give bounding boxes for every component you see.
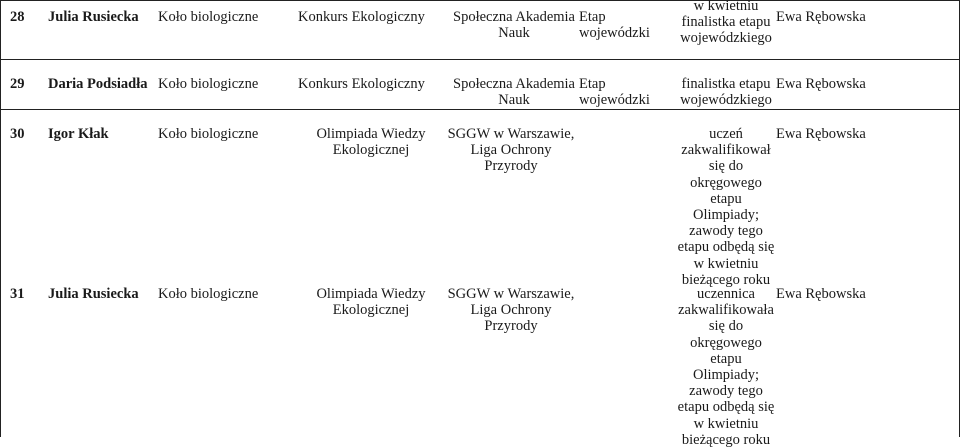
cell-line: SGGW w Warszawie,: [447, 126, 575, 142]
cell-line: finalistka etapu: [681, 14, 771, 31]
cell-organizer: [440, 126, 582, 175]
cell-line: Etap: [579, 9, 606, 25]
cell-line: etapu odbędą się: [677, 399, 775, 416]
cell-line: w kwietniu: [693, 415, 759, 432]
cell-line: w kwietniu: [693, 0, 759, 14]
cell-organizer: [449, 76, 579, 108]
cell-line: Społeczna Akademia: [453, 76, 575, 92]
cell-stage: [579, 9, 651, 41]
cell-nr: [10, 126, 40, 142]
cell-line: okręgowego: [690, 174, 762, 191]
cell-line: się do: [708, 158, 744, 175]
cell-line: Ekologicznej: [332, 302, 410, 319]
cell-nr: [10, 76, 40, 92]
cell-group: [158, 286, 286, 302]
cell-line: Daria Podsiadła: [48, 76, 148, 92]
cell-nr: [10, 286, 40, 302]
cell-competition: [298, 9, 428, 25]
cell-line: Olimpiada Wiedzy: [316, 126, 426, 142]
cell-result: [671, 126, 781, 288]
cell-line: zawody tego: [689, 223, 763, 240]
cell-line: Koło biologiczne: [158, 9, 259, 25]
cell-line: Ekologicznej: [332, 142, 410, 159]
cell-name: [48, 126, 166, 142]
cell-line: zakwalifikowała: [678, 302, 774, 319]
cell-line: 31: [10, 286, 25, 302]
cell-line: Ewa Rębowska: [776, 126, 866, 142]
cell-line: Koło biologiczne: [158, 286, 259, 302]
cell-name: [48, 9, 166, 25]
cell-line: Ewa Rębowska: [776, 9, 866, 25]
cell-nr: [10, 9, 40, 25]
cell-line: Przyrody: [484, 158, 538, 175]
cell-line: Etap: [579, 76, 606, 92]
cell-line: Ewa Rębowska: [776, 286, 866, 302]
cell-line: Olimpiada Wiedzy: [316, 286, 426, 302]
cell-line: Liga Ochrony: [470, 142, 552, 159]
cell-name: [48, 76, 166, 92]
cell-line: 28: [10, 9, 25, 25]
cell-result: [671, 76, 781, 108]
cell-organizer: [440, 286, 582, 335]
cell-stage: [579, 76, 651, 108]
cell-line: uczeń: [709, 126, 743, 142]
cell-competition: [298, 76, 428, 92]
cell-line: uczennica: [697, 286, 755, 302]
cell-name: [48, 286, 166, 302]
cell-line: Konkurs Ekologiczny: [298, 76, 425, 92]
cell-line: Igor Kłak: [48, 126, 109, 142]
cell-teacher: [776, 286, 896, 302]
cell-teacher: [776, 9, 896, 25]
cell-line: Społeczna Akademia: [453, 9, 575, 25]
cell-organizer: [449, 9, 579, 41]
cell-line: okręgowego: [690, 334, 762, 351]
cell-line: zakwalifikował: [681, 142, 771, 159]
cell-line: finalistka etapu: [681, 76, 771, 92]
cell-teacher: [776, 76, 896, 92]
cell-line: Koło biologiczne: [158, 126, 259, 142]
cell-line: etapu odbędą się: [677, 239, 775, 256]
cell-line: SGGW w Warszawie,: [447, 286, 575, 302]
cell-line: 29: [10, 76, 25, 92]
cell-line: 30: [10, 126, 25, 142]
cell-result: [671, 0, 781, 47]
cell-line: Ewa Rębowska: [776, 76, 866, 92]
cell-group: [158, 76, 286, 92]
cell-result: [671, 286, 781, 448]
cell-line: etapu: [710, 350, 742, 367]
cell-line: Nauk: [498, 92, 530, 109]
cell-line: Przyrody: [484, 318, 538, 335]
cell-line: zawody tego: [689, 383, 763, 400]
cell-teacher: [776, 126, 896, 142]
cell-line: Olimpiady;: [692, 367, 760, 384]
cell-competition: [296, 286, 446, 318]
cell-line: etapu: [710, 190, 742, 207]
cell-line: się do: [708, 318, 744, 335]
cell-group: [158, 126, 286, 142]
cell-line: Koło biologiczne: [158, 76, 259, 92]
cell-line: Konkurs Ekologiczny: [298, 9, 425, 25]
cell-line: Julia Rusiecka: [48, 9, 139, 25]
cell-competition: [296, 126, 446, 158]
cell-line: Olimpiady;: [692, 207, 760, 224]
cell-line: wojewódzki: [579, 92, 650, 109]
cell-line: Julia Rusiecka: [48, 286, 139, 302]
cell-line: wojewódzkiego: [680, 30, 772, 47]
cell-line: Nauk: [498, 25, 530, 42]
cell-line: wojewódzki: [579, 25, 650, 42]
cell-line: bieżącego roku: [681, 271, 771, 288]
cell-line: w kwietniu: [693, 255, 759, 272]
cell-line: wojewódzkiego: [680, 92, 772, 109]
cell-line: Liga Ochrony: [470, 302, 552, 319]
cell-line: bieżącego roku: [681, 431, 771, 448]
cell-group: [158, 9, 286, 25]
